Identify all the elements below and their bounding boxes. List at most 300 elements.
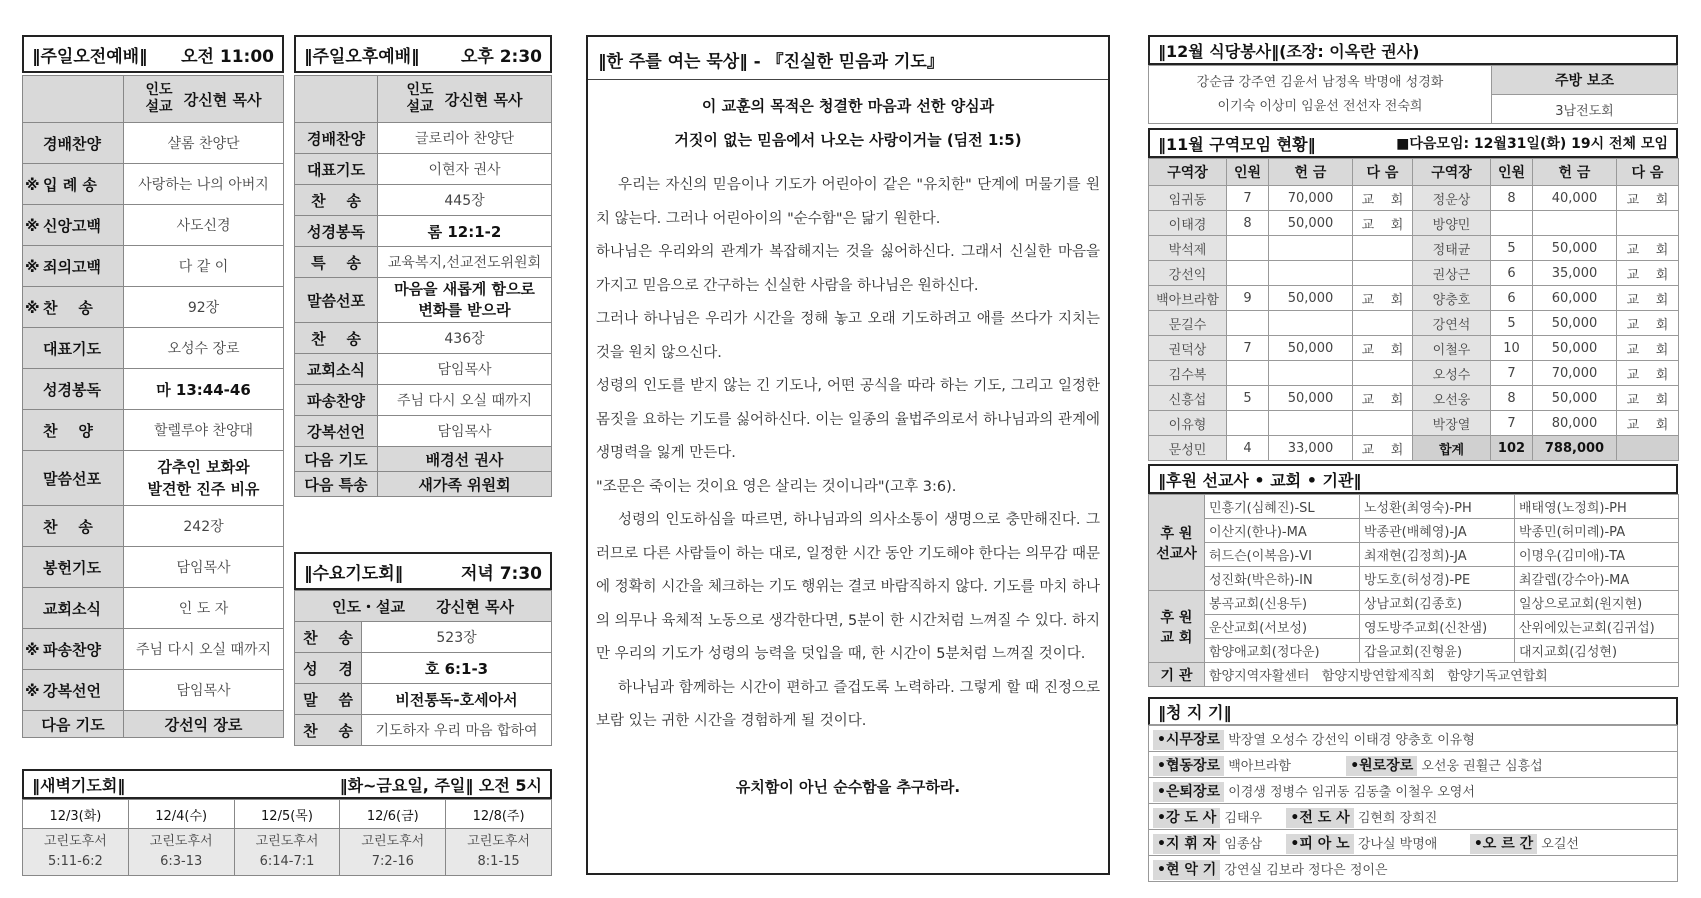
groups-cell: 교 회: [1617, 311, 1679, 336]
church-cell: 산위에있는교회(김귀섭): [1515, 615, 1679, 639]
church-cell: 갑을교회(진형윤): [1360, 639, 1515, 663]
meditation-verse-2: 거짓이 없는 믿음에서 나오는 사랑이거늘 (딤전 1:5): [674, 130, 1022, 149]
table-row: [1149, 436, 1679, 461]
groups-cell: 양충호: [1413, 286, 1491, 311]
morning-leader-label: 인도 설교: [145, 82, 173, 115]
cafeteria-header: [1148, 35, 1678, 65]
missionary-cell: 최갈렙(강수아)-MA: [1515, 567, 1679, 591]
afternoon-row: [295, 472, 552, 497]
groups-cell: 9: [1227, 286, 1269, 311]
wednesday-row: [295, 684, 552, 715]
groups-cell: 50,000: [1269, 286, 1353, 311]
dawn-verse: 8:1-15: [477, 854, 520, 869]
dawn-date: 12/3(화): [23, 800, 129, 829]
morning-row-label: 신앙고백: [43, 216, 101, 235]
church-cell: 일상으로교회(원지현): [1515, 591, 1679, 615]
groups-cell: 50,000: [1269, 211, 1353, 236]
morning-row-label: 성경봉독: [43, 380, 101, 399]
afternoon-leader-name: 강신현 목사: [444, 90, 523, 109]
groups-cell: 교 회: [1353, 186, 1413, 211]
morning-row: [23, 670, 284, 711]
dawn-book: 고린도후서: [467, 834, 530, 849]
groups-cell: 권덕상: [1149, 336, 1227, 361]
afternoon-row-value: 마음을 새롭게 함으로 변화를 받으라: [378, 278, 552, 323]
groups-cell: 6: [1491, 286, 1533, 311]
wednesday-header: [294, 552, 552, 590]
table-row: [1149, 411, 1679, 436]
afternoon-row-label: 대표기도: [295, 154, 378, 185]
groups-total-label: 합계: [1413, 436, 1491, 461]
groups-cell: 이태경: [1149, 211, 1227, 236]
org-list: 함양지역자활센터 함양지방연합제직회 함양기독교연합회: [1205, 663, 1679, 687]
afternoon-row: [295, 354, 552, 385]
r5-label: •지 휘 자: [1153, 834, 1220, 854]
morning-row-mark: ※: [25, 257, 40, 276]
afternoon-row-value: 새가족 위원회: [378, 472, 552, 497]
r5-value: 임종삼: [1224, 836, 1263, 852]
missionary-cell: 박종관(배혜영)-JA: [1360, 519, 1515, 543]
missionary-label: 후 원 선교사: [1149, 495, 1205, 591]
morning-row-label: 경배찬양: [43, 134, 101, 153]
groups-cell: 교 회: [1617, 261, 1679, 286]
groups-cell: 임귀동: [1149, 186, 1227, 211]
groups-cell: [1269, 236, 1353, 261]
meditation-closing: 유치함이 아닌 순수함을 추구하라.: [735, 777, 961, 796]
morning-time: 오전 11:00: [181, 46, 274, 67]
group-meetings: [1148, 128, 1678, 461]
afternoon-row-value: 담임목사: [378, 354, 552, 385]
groups-cell: 교 회: [1617, 361, 1679, 386]
morning-row: [23, 287, 284, 328]
table-row: [1149, 361, 1679, 386]
cafeteria-names-2: 이기숙 이상미 임윤선 전선자 전숙희: [1217, 98, 1423, 114]
groups-col-header: 인원: [1491, 159, 1533, 186]
dawn-date: 12/5(목): [234, 800, 340, 829]
afternoon-row-label: 다음 특송: [295, 472, 378, 497]
missionary-cell: 이산지(한나)-MA: [1205, 519, 1360, 543]
cafeteria-panel: [1148, 35, 1678, 124]
kitchen-label: 주방 보조: [1492, 66, 1678, 95]
groups-cell: 5: [1491, 236, 1533, 261]
groups-cell: 문성민: [1149, 436, 1227, 461]
afternoon-row-label: 찬 송: [295, 323, 378, 354]
morning-row-value: 담임목사: [124, 547, 284, 588]
church-row: [1149, 591, 1679, 615]
morning-row: [23, 205, 284, 246]
morning-row: [23, 369, 284, 410]
dawn-verse: 6:14-7:1: [259, 854, 315, 869]
r1-label: •시무장로: [1153, 730, 1224, 750]
groups-cell: 7: [1227, 336, 1269, 361]
morning-row-value: 인 도 자: [124, 588, 284, 629]
morning-title: ‖주일오전예배‖: [32, 46, 148, 67]
morning-row-label: 봉헌기도: [43, 558, 101, 577]
wednesday-row: [295, 715, 552, 746]
support-title: ‖후원 선교사 • 교회 • 기관‖: [1158, 470, 1362, 490]
morning-row-value: 사도신경: [124, 205, 284, 246]
groups-cell: 교 회: [1353, 336, 1413, 361]
groups-total-amount: 788,000: [1533, 436, 1617, 461]
dawn-verse: 7:2-16: [371, 854, 414, 869]
morning-row-value: 감추인 보화와 발견한 진주 비유: [124, 451, 284, 506]
missionary-cell: 민흥기(심혜진)-SL: [1205, 495, 1360, 519]
groups-cell: 5: [1227, 386, 1269, 411]
morning-row-mark: ※: [25, 681, 40, 700]
groups-cell: 8: [1491, 386, 1533, 411]
meditation-p4: 성령의 인도를 받지 않는 긴 기도나, 어떤 공식을 따라 하는 기도, 그리고 일정한 몸짓을 요하는 기도를 싫어하신다. 이는 일종의 율법주의로서 하나님과의 관계에 생명력을 잃게 만든다.: [596, 378, 1100, 461]
meditation-heading: ‖한 주를 여는 묵상‖ - 『진실한 믿음과 기도』: [588, 37, 1108, 80]
groups-cell: 8: [1227, 211, 1269, 236]
afternoon-header: [294, 35, 552, 73]
wednesday-row: [295, 653, 552, 684]
meditation-p7: 하나님과 함께하는 시간이 편하고 즐겁도록 노력하라. 그렇게 할 때 진정으로 보람 있는 귀한 시간을 경험하게 될 것이다.: [596, 679, 1100, 729]
meditation-panel: [586, 35, 1110, 875]
groups-cell: 오성수: [1413, 361, 1491, 386]
groups-col-header: 헌 금: [1533, 159, 1617, 186]
church-row: [1149, 639, 1679, 663]
morning-row: [23, 506, 284, 547]
r5b-label: •피 아 노: [1286, 834, 1353, 854]
groups-cell: 50,000: [1533, 336, 1617, 361]
groups-table: [1148, 158, 1679, 461]
missionary-cell: 최재현(김정희)-JA: [1360, 543, 1515, 567]
church-row: [1149, 615, 1679, 639]
groups-cell: 50,000: [1533, 386, 1617, 411]
afternoon-row-value: 주님 다시 오실 때까지: [378, 385, 552, 416]
dawn-book: 고린도후서: [44, 834, 107, 849]
r2b-value: 오선웅 권휠근 심흥섭: [1421, 758, 1543, 774]
morning-row-value: 다 같 이: [124, 246, 284, 287]
morning-row-label: 대표기도: [43, 339, 101, 358]
morning-row-value: 마 13:44-46: [124, 369, 284, 410]
morning-row-mark: ※: [25, 175, 40, 194]
groups-cell: 40,000: [1533, 186, 1617, 211]
table-row: [1149, 386, 1679, 411]
groups-cell: 교 회: [1353, 286, 1413, 311]
wednesday-row-value: 비전통독-호세아서: [362, 684, 552, 715]
morning-row: [23, 164, 284, 205]
missionary-row: [1149, 543, 1679, 567]
wednesday-row-label: 성 경: [295, 653, 362, 684]
morning-row-label: 찬 송: [43, 298, 93, 317]
afternoon-row-label: 강복선언: [295, 416, 378, 447]
dawn-header: [22, 769, 552, 799]
groups-cell: 70,000: [1269, 186, 1353, 211]
wednesday-leader: 인도・설교 강신현 목사: [295, 591, 552, 622]
groups-cell: 8: [1491, 186, 1533, 211]
morning-row-value: 할렐루야 찬양대: [124, 410, 284, 451]
afternoon-row: [295, 385, 552, 416]
steward-table: [1148, 725, 1678, 882]
meditation-verse-1: 이 교훈의 목적은 청결한 마음과 선한 양심과: [701, 97, 995, 115]
afternoon-row-value: 이현자 권사: [378, 154, 552, 185]
wednesday-table: [294, 590, 552, 746]
groups-cell: 강연석: [1413, 311, 1491, 336]
afternoon-row: [295, 216, 552, 247]
groups-cell: 신흥섭: [1149, 386, 1227, 411]
table-row: [1149, 236, 1679, 261]
afternoon-row-value: 담임목사: [378, 416, 552, 447]
wednesday-row-value: 기도하자 우리 마음 합하여: [362, 715, 552, 746]
groups-cell: [1269, 311, 1353, 336]
groups-cell: [1353, 261, 1413, 286]
groups-cell: 7: [1491, 361, 1533, 386]
morning-row-mark: ※: [25, 216, 40, 235]
groups-cell: 방양민: [1413, 211, 1491, 236]
dawn-reading: [128, 829, 234, 876]
morning-row: [23, 123, 284, 164]
groups-cell: [1269, 261, 1353, 286]
morning-row: [23, 547, 284, 588]
morning-row: [23, 410, 284, 451]
church-cell: 함양애교회(정다운): [1205, 639, 1360, 663]
org-label: 기 관: [1149, 663, 1205, 687]
groups-cell: 4: [1227, 436, 1269, 461]
groups-cell: 교 회: [1353, 436, 1413, 461]
groups-cell: 10: [1491, 336, 1533, 361]
morning-row-label: 죄의고백: [43, 257, 101, 276]
dawn-book: 고린도후서: [361, 834, 425, 849]
groups-cell: [1533, 211, 1617, 236]
missionary-cell: 허드슨(이복음)-VI: [1205, 543, 1360, 567]
groups-cell: 6: [1491, 261, 1533, 286]
dawn-table: [22, 799, 552, 876]
steward-panel: [1148, 697, 1678, 882]
morning-row-value: 242장: [124, 506, 284, 547]
dawn-reading: [446, 829, 552, 876]
table-row: [1149, 186, 1679, 211]
afternoon-row: [295, 185, 552, 216]
groups-col-header: 다 음: [1353, 159, 1413, 186]
afternoon-row: [295, 447, 552, 472]
morning-row-label: 말씀선포: [43, 469, 101, 488]
afternoon-row: [295, 123, 552, 154]
r6-value: 강연실 김보라 정다은 정이은: [1224, 862, 1388, 878]
afternoon-row-label: 다음 기도: [295, 447, 378, 472]
wednesday-prayer: [294, 552, 552, 746]
church-cell: 영도방주교회(신찬샘): [1360, 615, 1515, 639]
groups-cell: 권상근: [1413, 261, 1491, 286]
missionary-row: [1149, 567, 1679, 591]
meditation-p3: 그러나 하나님은 우리가 시간을 정해 놓고 오래 기도하려고 애를 쓰다가 지치는 것을 원치 않으신다.: [596, 311, 1100, 361]
morning-row-label: 강복선언: [43, 681, 101, 700]
groups-cell: [1353, 361, 1413, 386]
meditation-p6: 성령의 인도하심을 따르면, 하나님과의 의사소통이 생명으로 충만해진다. 그러므로 다른 사람들이 하는 대로, 일정한 시간 동안 기도해야 한다는 의무감 때문에 정확히 시간을 체크하는 기도 행위는 결코 바람직하지 않다. 기도를 마치 하나의 의무나 육체적 노동으로 생각한다면, 5분이 한 시간처럼 느껴질 수 있다. 하지만 우리의 기도가 성령의 능력을 덧입을 때, 한 시간이 5분처럼 느껴질 것이다.: [596, 512, 1100, 662]
groups-cell: 교 회: [1353, 386, 1413, 411]
groups-cell: 정태균: [1413, 236, 1491, 261]
table-row: [1149, 311, 1679, 336]
groups-cell: [1353, 411, 1413, 436]
r2-label: •협동장로: [1153, 756, 1224, 776]
dawn-title: ‖새벽기도회‖: [32, 775, 126, 795]
wednesday-row-value: 523장: [362, 622, 552, 653]
cafeteria-names-1: 강순금 강주연 김윤서 남정옥 박명애 성경화: [1196, 74, 1444, 90]
groups-total-people: 102: [1491, 436, 1533, 461]
morning-row-label: 입 례 송: [43, 175, 97, 194]
missionary-cell: 박종민(허미례)-PA: [1515, 519, 1679, 543]
groups-next: ■다음모임: 12월31일(화) 19시 전체 모임: [1396, 136, 1668, 152]
groups-title: ‖11월 구역모임 현황‖: [1158, 134, 1316, 154]
morning-row: [23, 451, 284, 506]
dawn-prayer: [22, 769, 552, 876]
groups-cell: 교 회: [1617, 186, 1679, 211]
groups-cell: 7: [1227, 186, 1269, 211]
afternoon-row: [295, 323, 552, 354]
morning-row: [23, 328, 284, 369]
wednesday-row: [295, 622, 552, 653]
cafeteria-table: [1148, 65, 1678, 124]
r3-label: •은퇴장로: [1153, 782, 1224, 802]
morning-row-value: 92장: [124, 287, 284, 328]
groups-col-header: 구역장: [1149, 159, 1227, 186]
groups-cell: 백아브라함: [1149, 286, 1227, 311]
afternoon-row: [295, 247, 552, 278]
r5c-label: •오 르 간: [1470, 834, 1537, 854]
groups-cell: 교 회: [1617, 386, 1679, 411]
wednesday-row-label: 찬 송: [295, 715, 362, 746]
church-cell: 봉곡교회(신용두): [1205, 591, 1360, 615]
morning-row-value: 주님 다시 오실 때까지: [124, 629, 284, 670]
groups-cell: 오선웅: [1413, 386, 1491, 411]
dawn-reading: [23, 829, 129, 876]
afternoon-row-label: 성경봉독: [295, 216, 378, 247]
steward-title: ‖청 지 기‖: [1158, 703, 1232, 722]
missionary-cell: 배태영(노정희)-PH: [1515, 495, 1679, 519]
afternoon-row-value: 롬 12:1-2: [378, 216, 552, 247]
groups-cell: [1227, 236, 1269, 261]
meditation-p2: 하나님은 우리와의 관계가 복잡해지는 것을 싫어하신다. 그래서 신실한 마음을 가지고 믿음으로 간구하는 신실한 사람을 하나님은 원하신다.: [596, 244, 1100, 294]
wednesday-row-label: 찬 송: [295, 622, 362, 653]
church-cell: 상남교회(김종호): [1360, 591, 1515, 615]
afternoon-row-value: 교육복지,선교전도위원회: [378, 247, 552, 278]
afternoon-row-value: 445장: [378, 185, 552, 216]
groups-cell: 33,000: [1269, 436, 1353, 461]
groups-cell: 50,000: [1269, 386, 1353, 411]
table-row: [1149, 211, 1679, 236]
groups-cell: 강선익: [1149, 261, 1227, 286]
morning-row-value: 샬롬 찬양단: [124, 123, 284, 164]
afternoon-row-label: 파송찬양: [295, 385, 378, 416]
morning-row: [23, 246, 284, 287]
groups-header: [1148, 128, 1678, 158]
groups-cell: 문길수: [1149, 311, 1227, 336]
r4b-value: 김현희 장희진: [1357, 810, 1438, 826]
afternoon-row: [295, 154, 552, 185]
afternoon-row-label: 찬 송: [295, 185, 378, 216]
afternoon-row-value: 글로리아 찬양단: [378, 123, 552, 154]
r2b-label: •원로장로: [1346, 756, 1417, 776]
support-table: [1148, 494, 1679, 687]
missionary-row: [1149, 519, 1679, 543]
groups-cell: [1269, 361, 1353, 386]
groups-cell: [1617, 211, 1679, 236]
afternoon-leader-label: 인도 설교: [406, 82, 434, 115]
dawn-date: 12/8(주): [446, 800, 552, 829]
groups-cell: 교 회: [1617, 236, 1679, 261]
meditation-p1: 우리는 자신의 믿음이나 기도가 어린아이 같은 "유치한" 단계에 머물기를 원치 않는다. 그러나 어린아이의 "순수함"은 닮기 원한다.: [596, 177, 1100, 227]
groups-cell: [1269, 411, 1353, 436]
groups-cell: 교 회: [1617, 411, 1679, 436]
groups-cell: [1227, 361, 1269, 386]
table-row: [1149, 261, 1679, 286]
r6-label: •현 악 기: [1153, 860, 1220, 880]
groups-cell: 김수복: [1149, 361, 1227, 386]
morning-header: [22, 35, 284, 73]
r4-value: 김태우: [1224, 810, 1263, 826]
dawn-reading: [340, 829, 446, 876]
groups-cell: 5: [1491, 311, 1533, 336]
steward-header: [1148, 697, 1678, 725]
dawn-verse: 5:11-6:2: [47, 854, 103, 869]
groups-cell: 정운상: [1413, 186, 1491, 211]
meditation-p5: "조문은 죽이는 것이요 영은 살리는 것이니라"(고후 3:6).: [596, 478, 957, 495]
morning-row-value: 사랑하는 나의 아버지: [124, 164, 284, 205]
r4b-label: •전 도 사: [1286, 808, 1353, 828]
groups-col-header: 인원: [1227, 159, 1269, 186]
groups-cell: 이철우: [1413, 336, 1491, 361]
dawn-book: 고린도후서: [149, 834, 213, 849]
groups-cell: 7: [1491, 411, 1533, 436]
dawn-date: 12/4(수): [128, 800, 234, 829]
missionary-cell: 방도호(허성경)-PE: [1360, 567, 1515, 591]
morning-row: [23, 629, 284, 670]
kitchen-value: 3남전도회: [1492, 95, 1678, 124]
groups-cell: 교 회: [1617, 286, 1679, 311]
groups-cell: 이유형: [1149, 411, 1227, 436]
morning-service: [22, 35, 284, 738]
r5c-value: 오길선: [1541, 836, 1579, 852]
groups-cell: 70,000: [1533, 361, 1617, 386]
groups-cell: [1491, 211, 1533, 236]
groups-cell: 50,000: [1269, 336, 1353, 361]
cafeteria-title: ‖12월 식당봉사‖(조장: 이옥란 권사): [1158, 41, 1420, 61]
morning-row-mark: ※: [25, 298, 40, 317]
dawn-book: 고린도후서: [255, 834, 319, 849]
dawn-reading: [234, 829, 340, 876]
afternoon-title: ‖주일오후예배‖: [304, 46, 420, 67]
groups-cell: [1227, 311, 1269, 336]
groups-cell: 50,000: [1533, 236, 1617, 261]
groups-cell: 35,000: [1533, 261, 1617, 286]
groups-col-header: 헌 금: [1269, 159, 1353, 186]
missionary-cell: 노성환(최영숙)-PH: [1360, 495, 1515, 519]
morning-table: [22, 75, 284, 738]
groups-cell: [1353, 311, 1413, 336]
support-panel: [1148, 464, 1678, 687]
groups-cell: 교 회: [1617, 336, 1679, 361]
church-cell: 운산교회(서보성): [1205, 615, 1360, 639]
wednesday-row-value: 호 6:1-3: [362, 653, 552, 684]
afternoon-row-label: 말씀선포: [295, 278, 378, 323]
morning-row-label: 교회소식: [43, 599, 101, 618]
afternoon-table: [294, 75, 552, 497]
afternoon-row-label: 경배찬양: [295, 123, 378, 154]
r2-value: 백아브라함: [1228, 758, 1291, 774]
wednesday-time: 저녁 7:30: [460, 563, 542, 584]
r1-value: 박장열 오성수 강선익 이태경 양충호 이유형: [1228, 732, 1475, 748]
groups-cell: 교 회: [1353, 211, 1413, 236]
r3-value: 이경생 정병수 임귀동 김동출 이철우 오영서: [1228, 784, 1475, 800]
missionary-row: [1149, 495, 1679, 519]
r5b-value: 강나실 박명애: [1357, 836, 1438, 852]
morning-row-label: 찬 송: [43, 517, 93, 536]
table-row: [1149, 336, 1679, 361]
morning-row-label: 찬 양: [43, 421, 93, 440]
morning-row: [23, 588, 284, 629]
morning-row-value: 오성수 장로: [124, 328, 284, 369]
table-row: [1149, 286, 1679, 311]
morning-next-label: 다음 기도: [23, 711, 124, 738]
